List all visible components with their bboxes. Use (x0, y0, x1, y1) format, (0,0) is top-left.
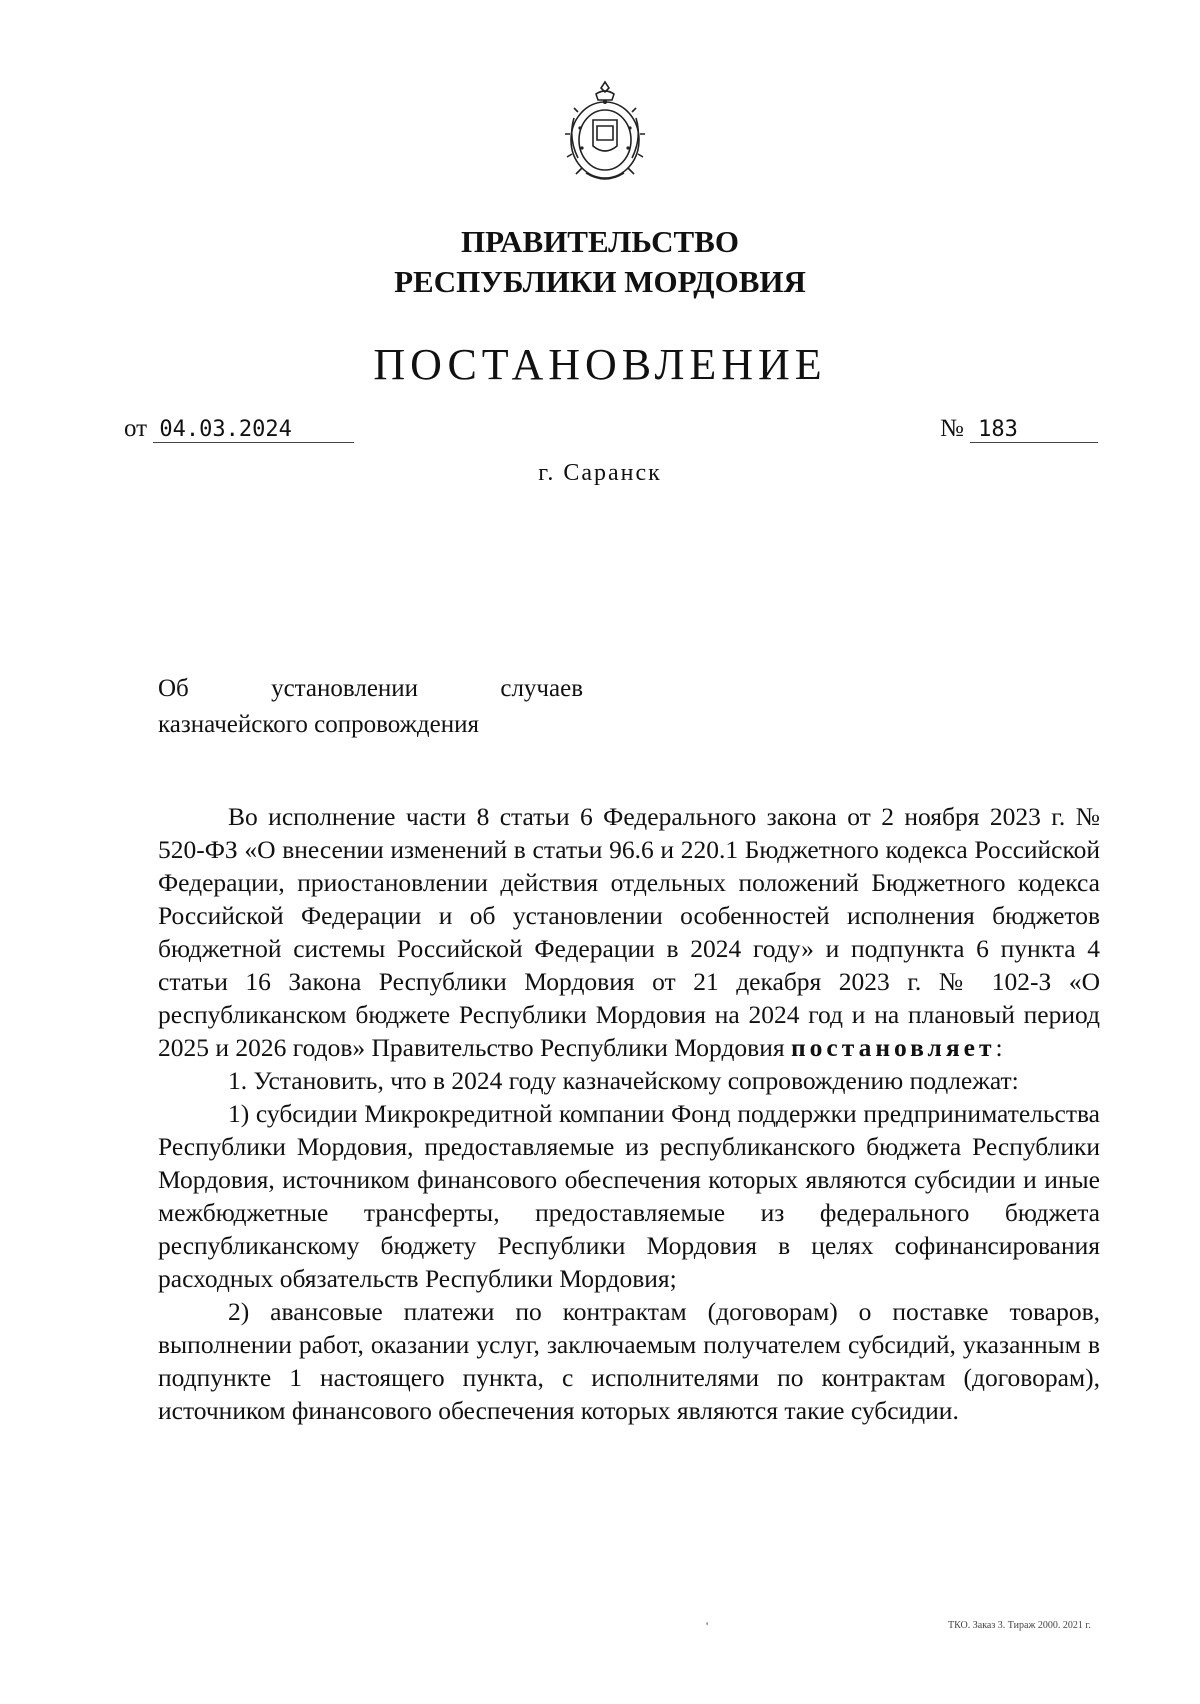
preamble-end: : (995, 1033, 1003, 1062)
org-line-2: РЕСПУБЛИКИ МОРДОВИЯ (394, 264, 806, 299)
preamble-paragraph (158, 800, 1100, 1064)
printer-mark: ТКО. Заказ 3. Тираж 2000. 2021 г. (948, 1620, 1091, 1631)
document-date (124, 415, 354, 443)
preamble-text: Во исполнение части 8 статьи 6 Федерального закона от 2 ноября 2023 г. № 520-ФЗ «О внесении изменений в статьи 96.6 и 220.1 Бюджетного кодекса Российской Федерации, приостановлении действия отдельных положений Бюджетного кодекса Российской Федерации и об установлении особенностей исполнения бюджетов бюджетной системы Российской Федерации в 2024 году» и подпункта 6 пункта 4 статьи 16 Закона Республики Мордовия от 21 декабря 2023 г. № 102-З «О республиканском бюджете Республики Мордовия на 2024 год и на плановый период 2025 и 2026 годов» Правительство Республики Мордовия (158, 802, 1100, 1062)
number-prefix: № (940, 415, 964, 442)
org-line-1: ПРАВИТЕЛЬСТВО (461, 224, 739, 259)
document-type: ПОСТАНОВЛЕНИЕ (373, 340, 827, 389)
date-prefix: от (124, 415, 148, 442)
item-1-2-paragraph: 2) авансовые платежи по контрактам (договорам) о поставке товаров, выполнении работ, оказании услуг, заключаемым получателем субсидий, указанным в подпункте 1 настоящего пункта, с исполнителями по контрактам (договорам), источником финансового обеспечения которых являются такие субсидии. (158, 1297, 1100, 1425)
subject-line-2: казначейского сопровождения (158, 711, 479, 738)
item-1-paragraph: 1. Установить, что в 2024 году казначейскому сопровождению подлежат: (228, 1066, 1019, 1095)
date-value: 04.03.2024 (153, 417, 354, 443)
document-subject (158, 671, 583, 743)
organization-name (0, 222, 1200, 302)
coat-of-arms-icon (560, 78, 650, 188)
number-value: 183 (970, 417, 1098, 443)
preamble-verb: постановляет (790, 1033, 996, 1062)
scan-mark: ' (706, 1619, 709, 1633)
document-body (158, 800, 1100, 1427)
subject-line-1: Об установлении случаев (158, 675, 583, 702)
city-name: г. Саранск (538, 460, 662, 486)
item-1-1-paragraph: 1) субсидии Микрокредитной компании Фонд поддержки предпринимательства Республики Мордовия, предоставляемые из республиканского бюджета Республики Мордовия, источником финансового обеспечения которых являются субсидии и иные межбюджетные трансферты, предоставляемые из федерального бюджета республиканскому бюджету Республики Мордовия в целях софинансирования расходных обязательств Республики Мордовия; (158, 1099, 1100, 1293)
document-number (940, 415, 1098, 443)
